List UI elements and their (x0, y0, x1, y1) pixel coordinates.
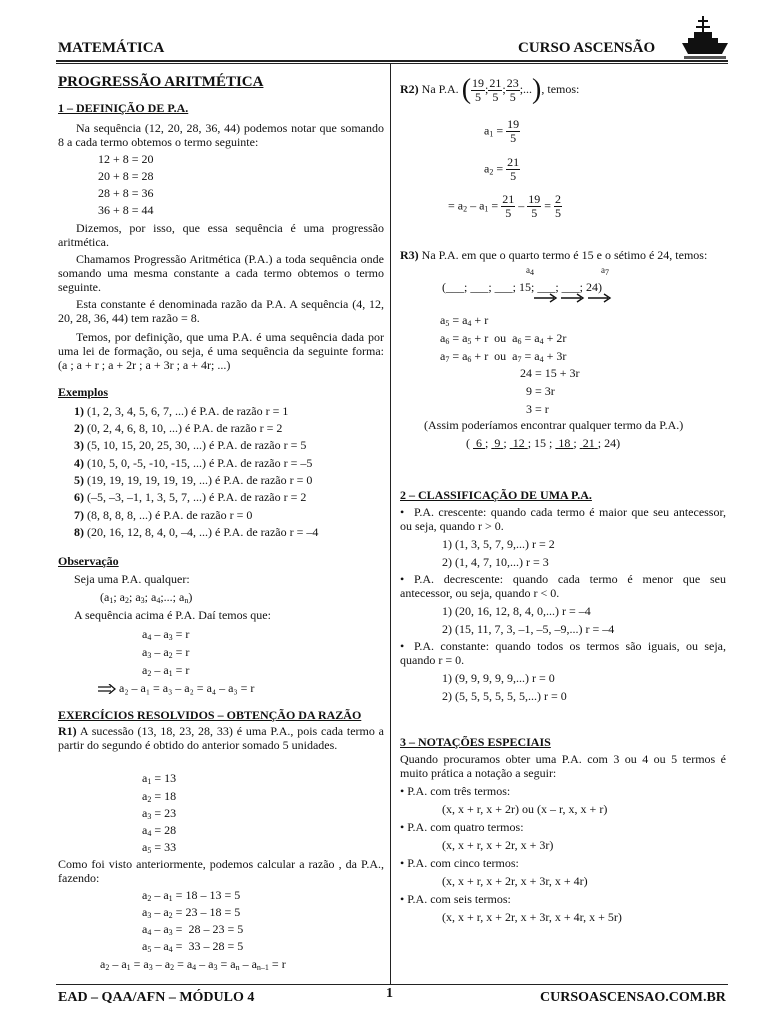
header-course: CURSO ASCENSÃO (518, 40, 656, 56)
page-number: 1 (386, 986, 393, 1001)
observation-heading: Observação (58, 554, 119, 568)
examples-heading: Exemplos (58, 385, 109, 399)
r1-como-paragraph: Como foi visto anteriormente, podemos calcular a razão , da P.A., fazendo: (58, 857, 384, 885)
r3-paragraph: R3) Na P.A. em que o quarto termo é 15 e o sétimo é 24, temos: (400, 248, 708, 262)
footer-module: EAD – QAA/AFN – MÓDULO 4 (58, 990, 255, 1005)
example-item: 6) (–5, –3, –1, 1, 3, 5, 7, ...) é P.A. de razão r = 2 (74, 490, 307, 504)
example-item: 4) (10, 5, 0, -5, -10, -15, ...) é P.A. de razão r = –5 (74, 456, 313, 470)
notation-formula: (x, x + r, x + 2r) ou (x – r, x, x + r) (442, 802, 608, 816)
r2-line: R2) Na P.A. ( $\frac{19}{5}$ ; $\frac{21}{5}$ ; $\frac{23}{5}$ ;...), temos: (400, 74, 580, 105)
constante-paragraph: • P.A. constante: quando todos os termos são iguais, ou seja, quando r = 0. (400, 639, 726, 667)
exercises-heading: EXERCÍCIOS RESOLVIDOS – OBTENÇÃO DA RAZÃO (58, 708, 362, 722)
term-value: $a_2 = 18$ (142, 789, 177, 804)
sum-line: 28 + 8 = 36 (98, 186, 154, 200)
section-1-heading: 1 – DEFINIÇÃO DE P.A. (58, 101, 189, 115)
r3-eq: 9 = 3r (526, 384, 555, 398)
crescente-example: 1) (1, 3, 5, 7, 9,...) r = 2 (442, 537, 555, 551)
intro-paragraph: Na sequência (12, 20, 28, 36, 44) podemos notar que somando 8 a cada termo obtemos o termo seguinte: (58, 121, 384, 149)
decrescente-paragraph: • P.A. decrescente: quando cada termo é menor que seu antecessor, ou seja, quando r < 0. (400, 572, 726, 600)
step-arrows-icon (532, 293, 612, 303)
difference-line: $a_3 - a_2 = r$ (142, 645, 190, 660)
r3-step: $a_5 = a_4 + r$ (440, 313, 489, 328)
crescente-example: 2) (1, 4, 7, 10,...) r = 3 (442, 555, 549, 569)
notation-label: • P.A. com cinco termos: (400, 856, 519, 870)
r3-final-seq: ( 6 ; 9 ; 12 ; 15 ; 18 ; 21 ; 24) (466, 436, 621, 450)
r3-step: $a_7 = a_6 + r$ ou $a_7 = a_4 + 3r$ (440, 349, 567, 364)
r2-ratio: = $a_2 - a_1$ = $\frac{21}{5}$ – $\frac{19}{5}$ = $\frac{2}{5}$ (448, 192, 561, 220)
section-3-intro: Quando procuramos obter uma P.A. com 3 ou 4 ou 5 termos é muito prática a notação a seguir: (400, 752, 726, 780)
sum-line: 36 + 8 = 44 (98, 203, 154, 217)
paragraph-esta: Esta constante é denominada razão da P.A. A sequência (4, 12, 20, 28, 36, 44) tem razão = 8. (58, 297, 384, 325)
column-divider (390, 64, 391, 984)
generic-sequence: ($a_1$; $a_2$; $a_3$; $a_4$;...; $a_n$) (100, 590, 193, 605)
difference-line: $a_4 - a_3 = r$ (142, 627, 190, 642)
conclusion-line: a₂ – a₁ = a₃ – a₂ = a₄ – a₃ = r (98, 681, 254, 695)
r2-a1: $a_1$ = $\frac{19}{5}$ (484, 117, 520, 145)
difference-line: $a_2 - a_1 = r$ (142, 663, 190, 678)
footer-rule (56, 984, 728, 985)
r1-diff: $a_2 - a_1 = 18 - 13 = 5$ (142, 888, 241, 903)
example-item: 1) (1, 2, 3, 4, 5, 6, 7, ...) é P.A. de razão r = 1 (74, 404, 289, 418)
r3-eq: 24 = 15 + 3r (520, 366, 580, 380)
ship-logo-icon (682, 14, 728, 62)
constante-example: 1) (9, 9, 9, 9, 9,...) r = 0 (442, 671, 555, 685)
r3-sequence: (___; ___; ___; 15; ___; ___; 24) (442, 280, 602, 294)
decrescente-example: 1) (20, 16, 12, 8, 4, 0,...) r = –4 (442, 604, 591, 618)
term-value: $a_4 = 28$ (142, 823, 177, 838)
term-value: $a_5 = 33$ (142, 840, 177, 855)
section-3-heading: 3 – NOTAÇÕES ESPECIAIS (400, 735, 551, 749)
sum-line: 12 + 8 = 20 (98, 152, 154, 166)
term-value: $a_1 = 13$ (142, 771, 177, 786)
r3-eq: 3 = r (526, 402, 549, 416)
r3-step: $a_6 = a_5 + r$ ou $a_6 = a_4 + 2r$ (440, 331, 567, 346)
notation-label: • P.A. com quatro termos: (400, 820, 524, 834)
example-item: 7) (8, 8, 8, 8, ...) é P.A. de razão r = 0 (74, 508, 253, 522)
term-value: $a_3 = 23$ (142, 806, 177, 821)
sum-line: 20 + 8 = 28 (98, 169, 154, 183)
section-2-heading: 2 – CLASSIFICAÇÃO DE UMA P.A. (400, 488, 592, 502)
a7-marker: $a_7$ (601, 265, 609, 277)
example-item: 3) (5, 10, 15, 20, 25, 30, ...) é P.A. de razão r = 5 (74, 438, 307, 452)
decrescente-example: 2) (15, 11, 7, 3, –1, –5, –9,...) r = –4 (442, 622, 615, 636)
r1-diff: $a_4 - a_3 = 28 - 23 = 5$ (142, 922, 244, 937)
a4-marker: $a_4$ (526, 265, 534, 277)
paragraph-dizemos: Dizemos, por isso, que essa sequência é uma progressão aritmética. (58, 221, 384, 249)
example-item: 2) (0, 2, 4, 6, 8, 10, ...) é P.A. de razão r = 2 (74, 421, 283, 435)
bullet: • (400, 639, 405, 653)
bullet: • (400, 505, 405, 519)
header-rule (56, 60, 728, 62)
notation-formula: (x, x + r, x + 2r, x + 3r, x + 4r) (442, 874, 588, 888)
header-rule-thin (56, 63, 728, 64)
notation-formula: (x, x + r, x + 2r, x + 3r, x + 4r, x + 5r) (442, 910, 622, 924)
r2-a2: $a_2$ = $\frac{21}{5}$ (484, 155, 520, 183)
page-title: PROGRESSÃO ARITMÉTICA (58, 74, 264, 90)
bullet: • (400, 572, 405, 586)
r3-note: (Assim poderíamos encontrar qualquer termo da P.A.) (424, 418, 684, 432)
footer-site: CURSOASCENSAO.COM.BR (540, 990, 726, 1005)
r1-diff: $a_3 - a_2 = 23 - 18 = 5$ (142, 905, 241, 920)
crescente-paragraph: • P.A. crescente: quando cada termo é maior que seu antecessor, ou seja, quando r > 0. (400, 505, 726, 533)
observation-line: A sequência acima é P.A. Daí temos que: (74, 608, 271, 622)
r1-paragraph: R1) A sucessão (13, 18, 23, 28, 33) é uma P.A., pois cada termo a partir do segundo é obtido do anterior somado 5 unidades. (58, 724, 385, 752)
notation-label: • P.A. com seis termos: (400, 892, 511, 906)
paragraph-chamamos: Chamamos Progressão Aritmética (P.A.) a toda sequência onde somando uma mesma constante a cada termo obtemos o termo seguinte. (58, 252, 384, 294)
constante-example: 2) (5, 5, 5, 5, 5, 5,...) r = 0 (442, 689, 567, 703)
notation-label: • P.A. com três termos: (400, 784, 511, 798)
observation-line: Seja uma P.A. qualquer: (74, 572, 190, 586)
paragraph-temos: Temos, por definição, que uma P.A. é uma sequência dada por uma lei de formação, ou seja, é uma sequência da seguinte forma: (a ; a + r ; a + 2r ; a + 3r ; a + 4r; ...) (58, 330, 384, 372)
example-item: 8) (20, 16, 12, 8, 4, 0, –4, ...) é P.A. de razão r = –4 (74, 525, 319, 539)
r1-diff: $a_5 - a_4 = 33 - 28 = 5$ (142, 939, 244, 954)
r1-chain: $a_2 - a_1 = a_3 - a_2 = a_4 - a_3 = a_n - a_{n-1} = r$ (100, 957, 286, 972)
implies-arrow-icon (98, 684, 116, 694)
header-subject: MATEMÁTICA (58, 40, 165, 56)
notation-formula: (x, x + r, x + 2r, x + 3r) (442, 838, 554, 852)
example-item: 5) (19, 19, 19, 19, 19, 19, ...) é P.A. de razão r = 0 (74, 473, 313, 487)
